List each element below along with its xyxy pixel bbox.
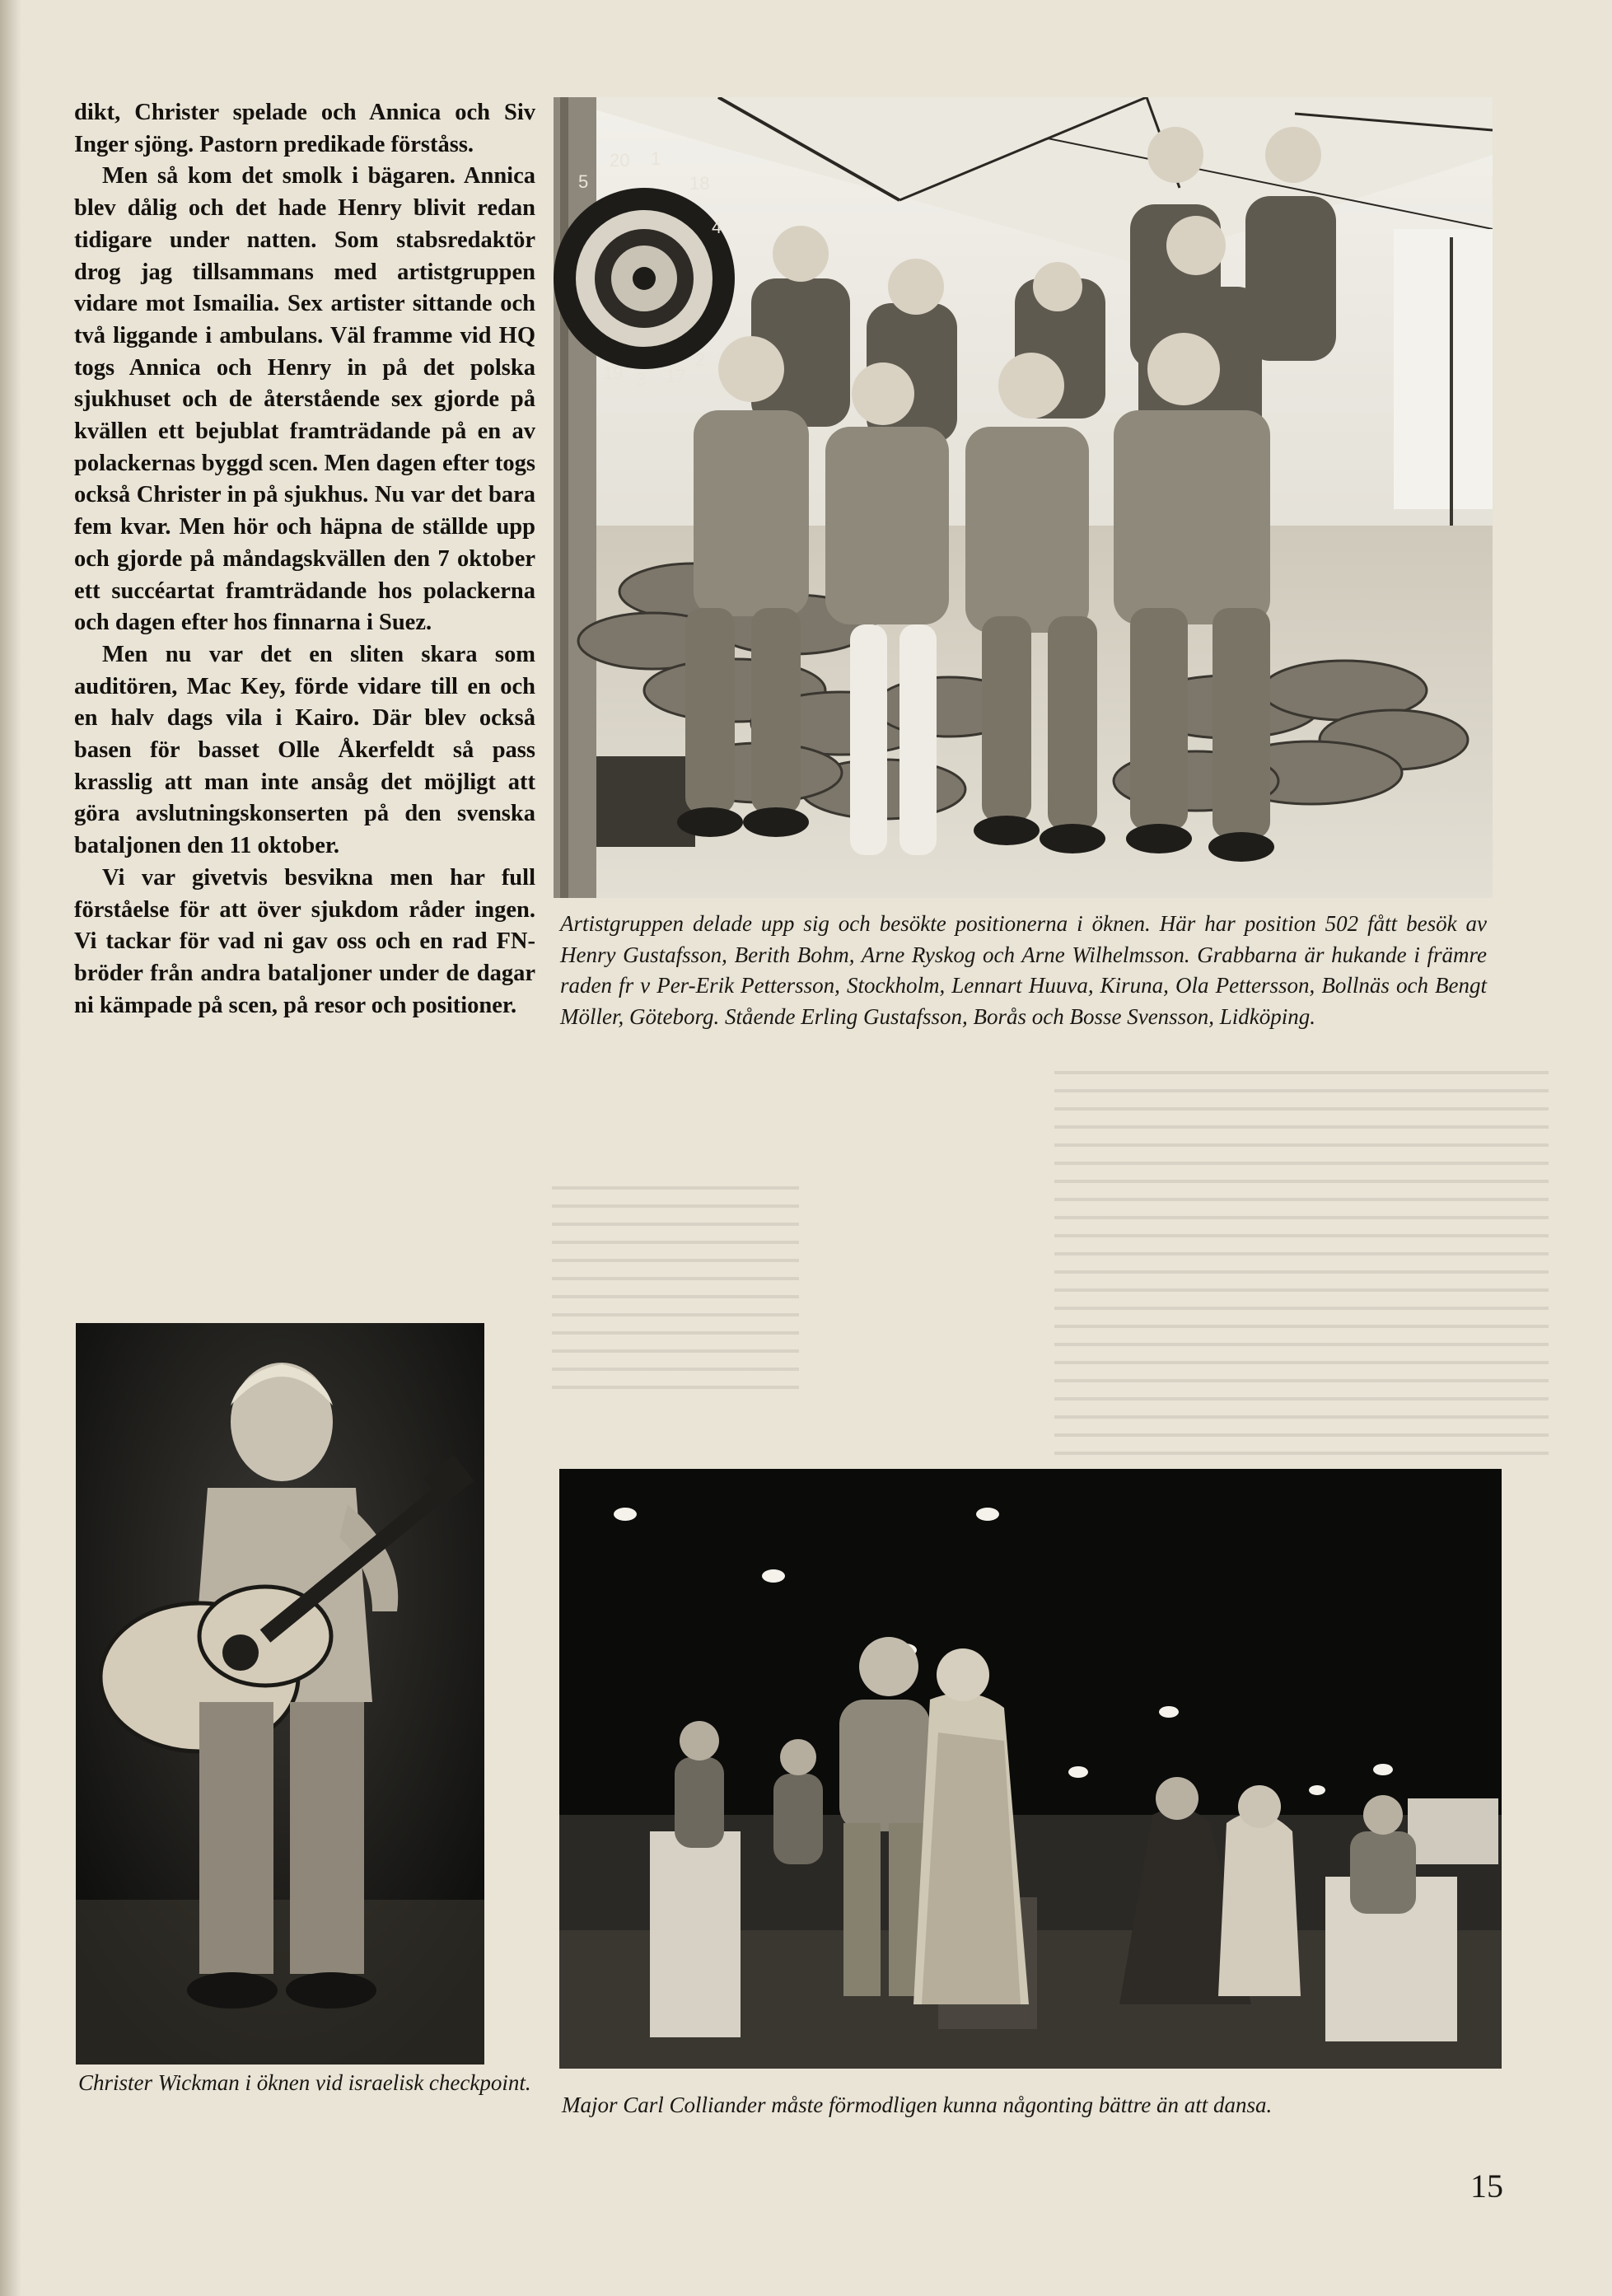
stage-photo [559,1469,1502,2069]
article-paragraph: Vi var givetvis besvikna men har full förståelse för att över sjukdom råder ingen. Vi tackar för vad ni gav oss och en rad FN-bröder från andra bataljoner under de dagar ni kämpade på scen, på resor och positioner. [74,864,535,1018]
guitarist-photo-caption: Christer Wickman i öknen vid israelisk checkpoint. [78,2070,531,2095]
article-body [74,97,535,1022]
dartboard-number: 3 [636,369,647,390]
article-paragraph: Men så kom det smolk i bägaren. Annica blev dålig och det hade Henry blivit redan tidigare under natten. Som stabsredaktör drog jag tillsammans med artistgruppen vidare mot Ismailia. Sex artister sittande och två liggande i ambulans. Väl framme vid HQ togs Annica och Henry in på det polska sjukhuset och de återstående sex gjorde på kvällen ett bejublat framträdande på en av polackernas byggd scen. Men dagen efter togs också Christer in på sjukhus. Nu var det bara fem kvar. Men hör och häpna de ställde upp och gjorde på måndagskvällen den 7 oktober ett succéartat framträdande hos polackerna och dagen efter hos finnarna i Suez. [74,163,535,636]
article-paragraph: Men nu var det en sliten skara som auditören, Mac Key, förde vidare till en och en halv dags vila i Kairo. Där blev också basen för basset Olle Åkerfeldt så pass krasslig att man inte ansåg det möjligt att göra avslutningskonserten på den svenska bataljonen den 11 oktober. [74,641,535,859]
stage-photo-caption: Major Carl Colliander måste förmodligen kunna någonting bättre än att dansa. [562,2093,1273,2117]
dartboard-number: 18 [689,173,710,194]
dartboard-number: 17 [666,366,686,386]
dartboard-number: 19 [603,362,624,383]
dartboard-number: 2 [695,349,706,370]
article-paragraph: dikt, Christer spelade och Annica och Siv Inger sjöng. Pastorn predikade förståss. [74,100,535,157]
bleed-through-text [552,1186,799,1401]
page-binding-edge [0,0,21,2296]
page-number: 15 [1470,2167,1503,2205]
dartboard-number: 4 [712,217,722,237]
guitarist-photo [76,1323,484,2065]
bleed-through-text [1054,1071,1549,1458]
group-photo [554,97,1493,898]
group-photo-caption: Artistgruppen delade upp sig och besökte positionerna i öknen. Här har position 502 fått besök av Henry Gustafsson, Berith Bohm, Arne Ryskog och Arne Wilhelmsson. Grabbarna är hukande i främre raden fr v Per-Erik Pettersson, Stockholm, Lennart Huuva, Kiruna, Ola Pettersson, Bollnäs och Bengt Möller, Göteborg. Stående Erling Gustafsson, Borås och Bosse Svensson, Lidköping. [560,911,1487,1029]
dartboard-number: 1 [651,148,661,169]
dartboard-number: 5 [578,171,589,192]
dartboard-number: 20 [610,150,630,171]
